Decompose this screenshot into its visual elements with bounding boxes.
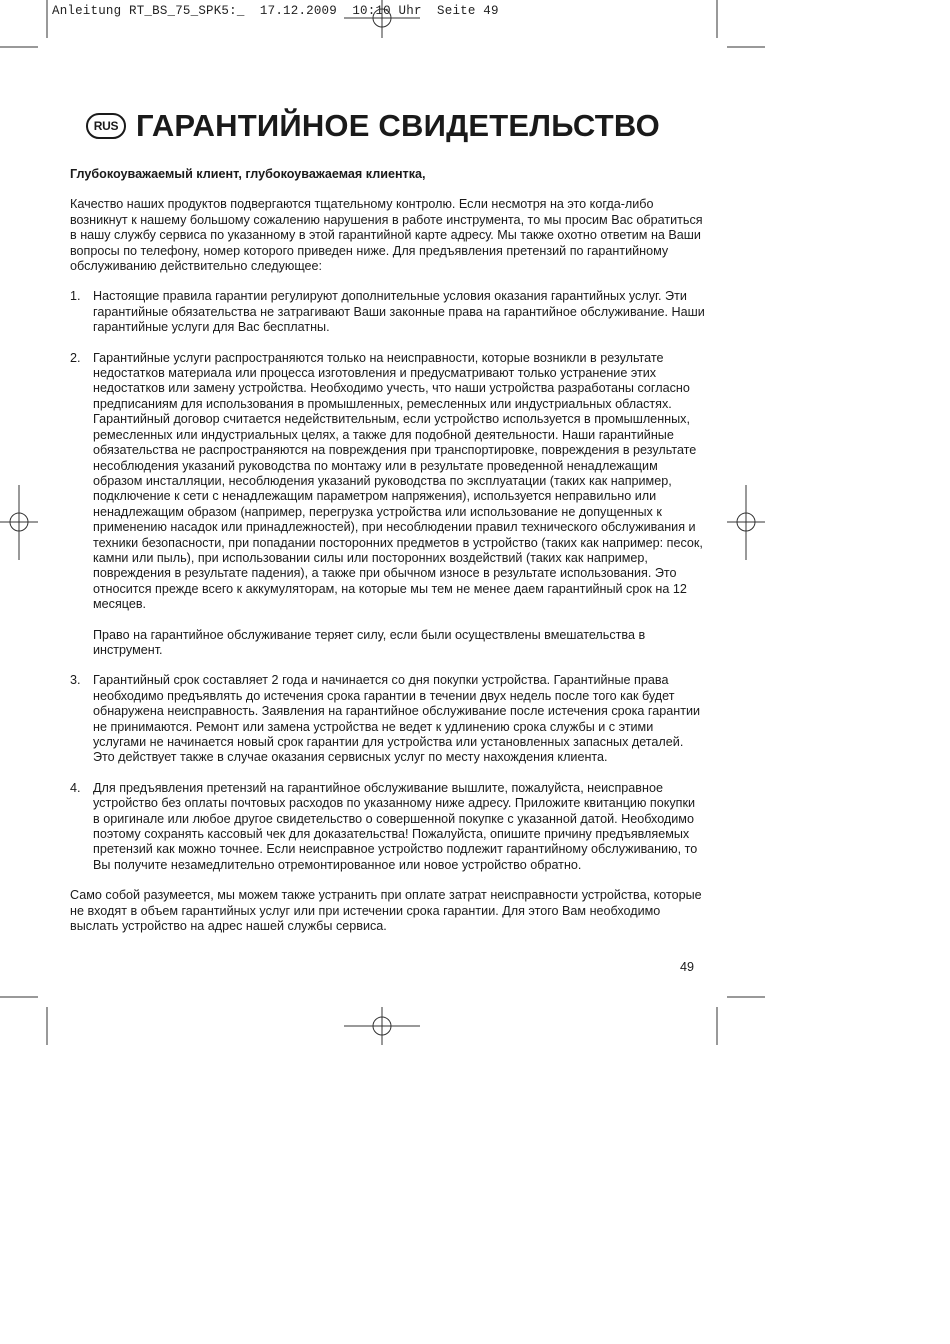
list-item-number: 4.: [70, 780, 81, 795]
list-item-text: Настоящие правила гарантии регулируют дополнительные условия оказания гарантийных услуг. Эти гарантийные обязательства не затрагивают Ваши законные права на гарантийное обслуживание. Наши гарантийные услуги для Вас бесплатны.: [93, 289, 705, 335]
closing-paragraph: Само собой разумеется, мы можем также устранить при оплате затрат неисправности устройства, которые не входят в объем гарантийных услуг или при истечении срока гарантии. Для этого Вам необходимо выслать устройство на адрес нашей службы сервиса.: [70, 888, 702, 934]
warranty-conditions-list: [70, 289, 705, 873]
list-item: [70, 781, 705, 873]
warranty-text: [70, 167, 705, 934]
page-number: 49: [680, 960, 695, 974]
greeting: Глубокоуважаемый клиент, глубокоуважаемая клиентка,: [70, 167, 426, 181]
list-item-number: 1.: [70, 289, 81, 304]
list-item-text: Для предъявления претензий на гарантийное обслуживание вышлите, пожалуйста, неисправное устройство без оплаты почтовых расходов по указанному ниже адресу. Приложите квитанцию покупки в оригинале или любое другое свидетельство о совершенной покупке с указанной датой. Необходимо поэтому сохранять кассовый чек для доказательства! Пожалуйста, опишите причину предъявляемых претензий как можно точнее. Если неисправное устройство подлежит гарантийному обслуживанию, то Вы получите незамедлительно отремонтированное или новое устройство обратно.: [93, 780, 698, 872]
intro-paragraph: Качество наших продуктов подвергаются тщательному контролю. Если несмотря на это когда-либо возникнут к нашему большому сожалению нарушения в работе инструмента, то мы просим Вас обратиться в нашу службу сервиса по указанному в этой гарантийной карте адресу. Мы также охотно ответим на Ваши вопросы по телефону, номер которого приведен ниже. Для предъявления претензий по гарантийному обслуживанию действительно следующее:: [70, 197, 703, 274]
language-badge: RUS: [86, 113, 126, 139]
registration-mark-right: [727, 485, 765, 560]
list-item-number: 3.: [70, 673, 81, 688]
registration-mark-left: [0, 485, 38, 560]
list-item-text: Гарантийный срок составляет 2 года и начинается со дня покупки устройства. Гарантийные права необходимо предъявлять до истечения срока гарантии в течении двух недель после того как будет обнаружена неисправность. Заявления на гарантийное обслуживание после истечения срока гарантии не принимаются. Ремонт или замена устройства не ведет к удлинению срока службы и с этими услугами не начинается новый срок гарантии для устройства или установленных запасных деталей. Это действует также в случае оказания сервисных услуг по месту нахождения клиента.: [93, 673, 701, 765]
list-item: [70, 351, 705, 659]
list-item-number: 2.: [70, 350, 81, 365]
list-item: [70, 289, 705, 335]
list-item-text: Гарантийные услуги распространяются только на неисправности, которые возникли в результате недостатков материала или процесса изготовления и предусматривают только устранение этих недостатков или замену устройства. Необходимо учесть, что наши устройства разработаны согласно предписаниям для использования в промышленных, ремесленных или индустриальных областях. Гарантийный договор считается недействительным, если устройство используется в промышленных, ремесленных или индустриальных целях, а также для подобной деятельности. Наши гарантийные обязательства не распространяются на повреждения при транспортировке, повреждения в результате несоблюдения указаний руководства по монтажу или в результате проведенной ненадлежащим образом инсталляции, несоблюдения указаний руководства по эксплуатации (таких как например, подключение к сети с ненадлежащим параметром напряжения), используется неправильно или ненадлежащим образом (например, перегрузка устройства или использование не допущенных к применению насадок или принадлежностей), при несоблюдении правил технического обслуживания и техники безопасности, при попадании посторонних предметов в устройство (таких как например: песок, камни или пыль), при использовании силы или посторонних воздействий (таких как например, повреждения в результате падения), а также при обычном износе в результате использования. Это относится прежде всего к аккумуляторам, на которые мы тем не менее даем гарантийный срок на 12 месяцев.: [93, 350, 703, 612]
registration-mark-bottom: [344, 1007, 420, 1045]
print-slug: Anleitung RT_BS_75_SPK5:_ 17.12.2009 10:10 Uhr Seite 49: [52, 4, 499, 18]
title-row: [86, 104, 660, 148]
list-item-text: Право на гарантийное обслуживание теряет силу, если были осуществлены вмешательства в инструмент.: [93, 627, 646, 657]
list-item: [70, 673, 705, 765]
page-title: ГАРАНТИЙНОЕ СВИДЕТЕЛЬСТВО: [136, 108, 660, 143]
